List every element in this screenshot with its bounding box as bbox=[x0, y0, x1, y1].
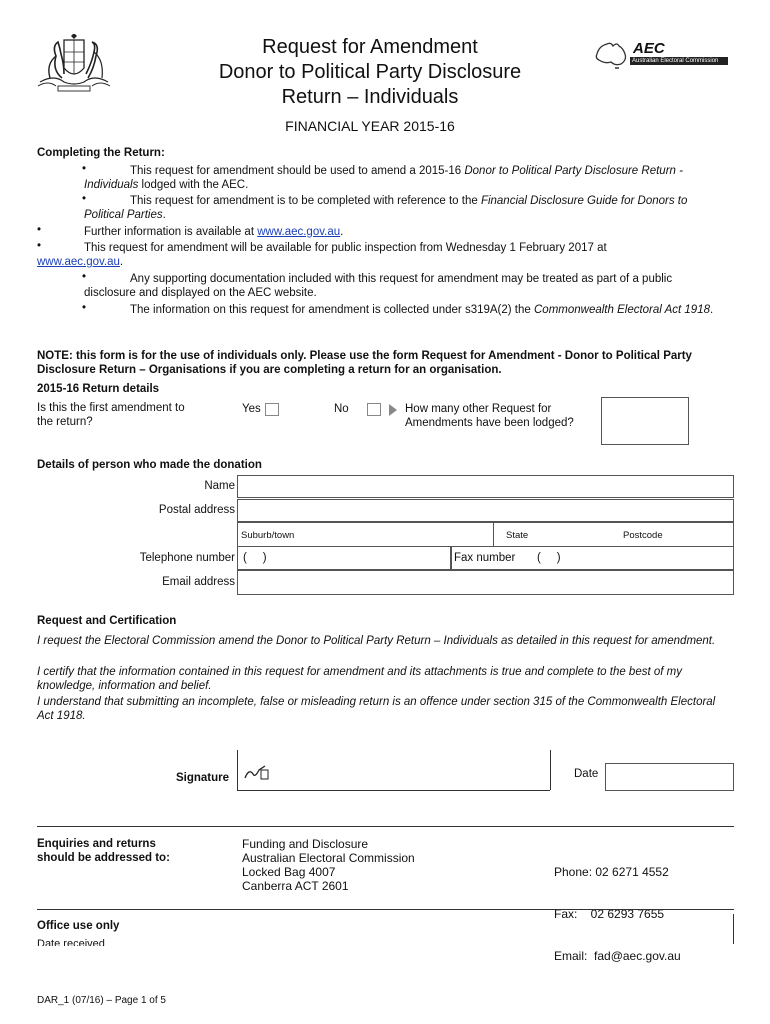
contact-fax: Fax: 02 6293 7655 bbox=[554, 907, 665, 921]
no-checkbox[interactable] bbox=[367, 403, 381, 416]
item-1-text: This request for amendment should be used to amend a 2015-16 bbox=[130, 165, 465, 177]
contact-block bbox=[554, 837, 681, 977]
first-amendment-question: Is this the first amendment to the return? bbox=[37, 402, 185, 428]
item-2-end: . bbox=[162, 209, 166, 221]
arrow-right-icon bbox=[388, 404, 398, 416]
enquiries-label-line-2: should be addressed to: bbox=[37, 852, 170, 864]
no-label: No bbox=[334, 403, 349, 415]
name-input[interactable] bbox=[237, 475, 734, 498]
address-line-1: Funding and Disclosure bbox=[242, 837, 369, 851]
return-details-heading: 2015-16 Return details bbox=[37, 383, 160, 395]
item-6-end: . bbox=[710, 304, 714, 316]
aec-logo: AEC bbox=[633, 40, 665, 57]
bullet-icon: • bbox=[82, 271, 87, 283]
item-6-act-name: Commonwealth Electoral Act 1918 bbox=[534, 304, 710, 316]
office-divider-line bbox=[37, 909, 734, 910]
fax-input[interactable] bbox=[451, 546, 734, 570]
title-line-3: Return – Individuals bbox=[281, 86, 459, 108]
completing-item-5: Any supporting documentation included with this request for amendment may be treated as part of a public disclosure and displayed on the AEC website. bbox=[84, 273, 673, 299]
bullet-icon: • bbox=[82, 302, 87, 314]
yes-label: Yes bbox=[242, 403, 261, 415]
australia-map-icon bbox=[593, 40, 629, 70]
item-3-text: Further information is available at bbox=[84, 226, 258, 238]
aec-website-link-2[interactable]: www.aec.gov.au bbox=[37, 256, 120, 268]
office-box-right bbox=[733, 914, 734, 944]
title-line-1: Request for Amendment bbox=[262, 36, 478, 58]
certification-heading: Request and Certification bbox=[37, 615, 177, 627]
postal-address-label: Postal address bbox=[158, 504, 235, 516]
telephone-area-code: ( ) bbox=[243, 552, 267, 564]
email-input[interactable] bbox=[237, 570, 734, 595]
completing-item-2 bbox=[84, 194, 724, 222]
address-line-4: Canberra ACT 2601 bbox=[242, 879, 349, 893]
suburb-label: Suburb/town bbox=[241, 530, 295, 541]
item-1-end: lodged with the AEC. bbox=[138, 179, 249, 191]
state-postcode-input[interactable] bbox=[493, 522, 734, 547]
title-line-2: Donor to Political Party Disclosure bbox=[218, 61, 522, 83]
yes-checkbox[interactable] bbox=[265, 403, 279, 416]
certification-certify: I certify that the information contained in this request for amendment and its attachments is true and complete to the best of my knowledge, information and belief. bbox=[37, 666, 682, 692]
postal-address-input[interactable] bbox=[237, 499, 734, 522]
item-4-text: This request for amendment will be available for public inspection from Wednesday 1 February 2017 at bbox=[84, 242, 607, 254]
amendments-count-input[interactable] bbox=[601, 397, 689, 445]
fax-area-code: ( ) bbox=[537, 552, 561, 564]
email-label: Email address bbox=[162, 576, 235, 588]
signature-line[interactable] bbox=[237, 790, 550, 791]
completing-item-3 bbox=[84, 225, 724, 239]
telephone-label: Telephone number bbox=[139, 552, 235, 564]
enquiries-label bbox=[37, 837, 170, 865]
completing-item-1 bbox=[84, 164, 724, 192]
contact-email[interactable]: Email: fad@aec.gov.au bbox=[554, 949, 681, 963]
how-many-amendments-label: How many other Request for Amendments have been lodged? bbox=[405, 403, 574, 429]
bullet-icon: • bbox=[82, 163, 87, 175]
aec-website-link[interactable]: www.aec.gov.au bbox=[257, 226, 341, 238]
telephone-input[interactable] bbox=[237, 546, 451, 570]
coat-of-arms-crest bbox=[34, 34, 114, 96]
individuals-note: NOTE: this form is for the use of individuals only. Please use the form Request for Amendment - Donor to Political Party Disclosure Return – Organisations if you are completing a return for an organisation. bbox=[37, 350, 692, 376]
state-label: State bbox=[506, 530, 529, 541]
item-1-return-name: Donor to Political Party Disclosure Return - Individuals bbox=[84, 165, 683, 191]
address-line-2: Australian Electoral Commission bbox=[242, 851, 415, 865]
postcode-label: Postcode bbox=[623, 530, 663, 541]
item-2-guide-name: Financial Disclosure Guide for Donors to Political Parties bbox=[84, 195, 688, 221]
bullet-icon: • bbox=[37, 240, 42, 252]
date-received-label: Date received bbox=[37, 938, 105, 946]
form-title bbox=[170, 35, 570, 110]
completing-item-6 bbox=[84, 303, 734, 317]
pen-icon bbox=[243, 764, 271, 782]
date-label: Date bbox=[574, 768, 599, 780]
date-input[interactable] bbox=[605, 763, 734, 791]
item-6-text: The information on this request for amendment is collected under s319A(2) the bbox=[130, 304, 534, 316]
page-footer: DAR_1 (07/16) – Page 1 of 5 bbox=[37, 995, 166, 1006]
item-3-end: . bbox=[340, 226, 344, 238]
financial-year: FINANCIAL YEAR 2015-16 bbox=[285, 118, 455, 134]
office-use-heading: Office use only bbox=[37, 920, 120, 932]
completing-heading: Completing the Return: bbox=[37, 147, 165, 159]
signature-box-left bbox=[237, 750, 238, 790]
donor-details-heading: Details of person who made the donation bbox=[37, 459, 262, 471]
aec-subtitle: Australian Electoral Commission bbox=[630, 57, 728, 65]
enquiries-label-line-1: Enquiries and returns bbox=[37, 838, 156, 850]
item-4-end: . bbox=[119, 256, 124, 268]
signature-box-right bbox=[550, 750, 551, 790]
certification-offence: I understand that submitting an incomplete, false or misleading return is an offence under section 315 of the Commonwealth Electoral Act 1918. bbox=[37, 696, 716, 722]
postal-address-block bbox=[242, 837, 415, 893]
contact-phone: Phone: 02 6271 4552 bbox=[554, 865, 669, 879]
completing-item-4 bbox=[37, 241, 727, 269]
address-line-3: Locked Bag 4007 bbox=[242, 865, 336, 879]
divider-line bbox=[37, 826, 734, 827]
certification-request: I request the Electoral Commission amend the Donor to Political Party Return – Individuals as detailed in this request for amendment. bbox=[37, 635, 716, 647]
signature-label: Signature bbox=[176, 772, 230, 784]
bullet-icon: • bbox=[37, 224, 42, 236]
name-label: Name bbox=[204, 480, 235, 492]
fax-label: Fax number bbox=[454, 552, 516, 564]
bullet-icon: • bbox=[82, 193, 87, 205]
item-2-text: This request for amendment is to be completed with reference to the bbox=[130, 195, 481, 207]
